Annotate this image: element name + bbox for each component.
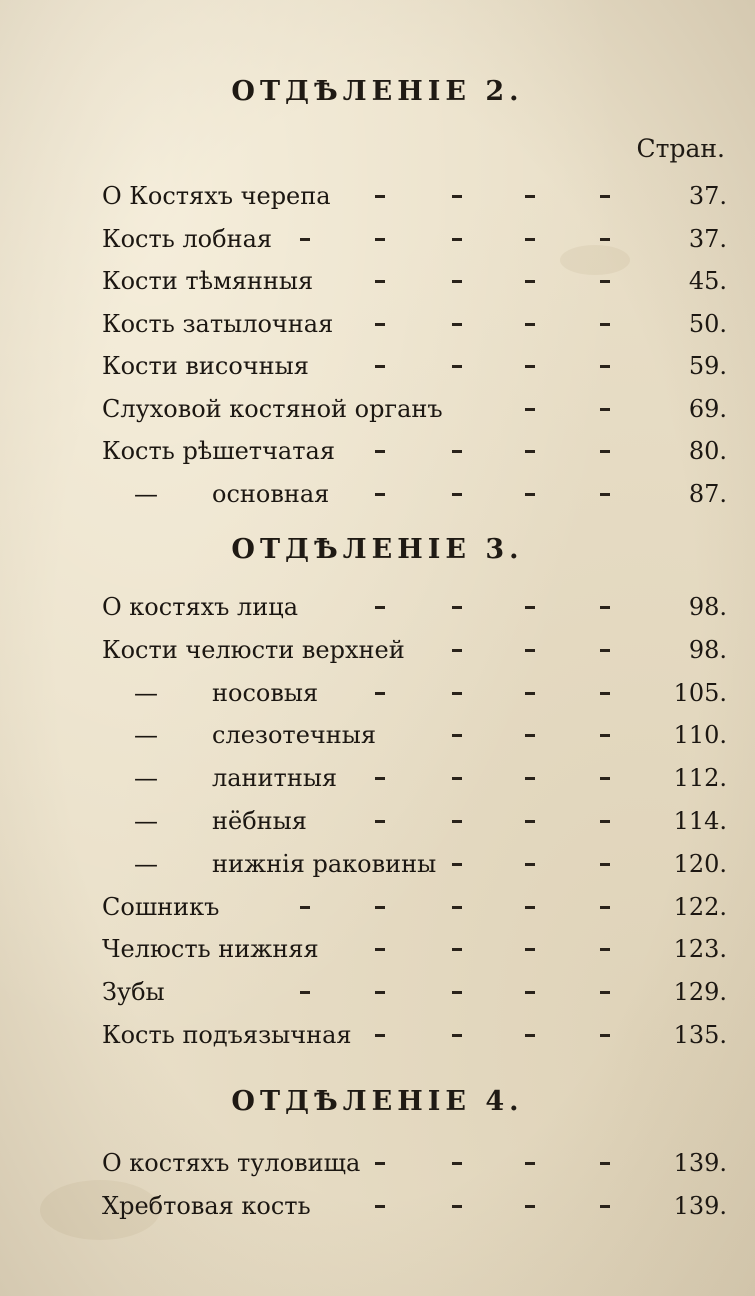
leader-dash: [600, 692, 610, 695]
page-column-header: Стран.: [636, 134, 725, 163]
leader-dash: [452, 777, 462, 780]
leader-dash: [600, 863, 610, 866]
leader-dash: [375, 280, 385, 283]
entry-dash: —: [134, 679, 158, 707]
leader-dash: [375, 238, 385, 241]
leader-dash: [525, 323, 535, 326]
entry-page-number: 50.: [688, 310, 727, 338]
entry-title: О костяхъ туловища: [102, 1149, 361, 1177]
leader-dash: [525, 820, 535, 823]
toc-entry: [0, 632, 755, 668]
entry-title: О Костяхъ черепа: [102, 182, 331, 210]
toc-entry: [0, 178, 755, 214]
entry-title: Сошникъ: [102, 893, 220, 921]
leader-dash: [525, 450, 535, 453]
entry-page-number: 105.: [673, 679, 727, 707]
leader-dash: [525, 1205, 535, 1208]
toc-entry: [0, 221, 755, 257]
entry-page-number: 114.: [673, 807, 727, 835]
entry-dash: —: [134, 850, 158, 878]
leader-dash: [600, 820, 610, 823]
leader-dash: [600, 1162, 610, 1165]
entry-page-number: 112.: [673, 764, 727, 792]
entry-page-number: 139.: [673, 1149, 727, 1177]
leader-dash: [600, 991, 610, 994]
leader-dash: [452, 365, 462, 368]
entry-page-number: 37.: [688, 182, 727, 210]
leader-dash: [452, 1162, 462, 1165]
entry-dash: —: [134, 764, 158, 792]
leader-dash: [525, 606, 535, 609]
entry-page-number: 120.: [673, 850, 727, 878]
entry-title: ланитныя: [212, 764, 338, 792]
leader-dash: [600, 649, 610, 652]
entry-title: Зубы: [102, 978, 165, 1006]
entry-title: Кость подъязычная: [102, 1021, 352, 1049]
leader-dash: [452, 450, 462, 453]
leader-dash: [600, 1034, 610, 1037]
leader-dash: [452, 1034, 462, 1037]
entry-title: Челюсть нижняя: [102, 935, 319, 963]
leader-dash: [600, 450, 610, 453]
leader-dash: [375, 906, 385, 909]
entry-title: Кость затылочная: [102, 310, 334, 338]
leader-dash: [375, 450, 385, 453]
entry-page-number: 123.: [673, 935, 727, 963]
leader-dash: [452, 238, 462, 241]
entry-page-number: 98.: [688, 593, 727, 621]
leader-dash: [525, 906, 535, 909]
toc-entry: [0, 433, 755, 469]
leader-dash: [452, 820, 462, 823]
toc-entry: [0, 846, 755, 882]
toc-entry: [0, 1145, 755, 1181]
entry-page-number: 80.: [688, 437, 727, 465]
entry-dash: —: [134, 721, 158, 749]
entry-dash: —: [134, 807, 158, 835]
leader-dash: [600, 323, 610, 326]
leader-dash: [375, 991, 385, 994]
leader-dash: [525, 948, 535, 951]
leader-dash: [375, 777, 385, 780]
toc-entry: [0, 889, 755, 925]
entry-page-number: 87.: [688, 480, 727, 508]
entry-page-number: 110.: [673, 721, 727, 749]
leader-dash: [600, 280, 610, 283]
entry-title: Кости тѣмянныя: [102, 267, 314, 295]
leader-dash: [525, 365, 535, 368]
leader-dash: [375, 323, 385, 326]
leader-dash: [452, 863, 462, 866]
leader-dash: [452, 906, 462, 909]
leader-dash: [375, 692, 385, 695]
entry-title: О костяхъ лица: [102, 593, 299, 621]
leader-dash: [300, 991, 310, 994]
leader-dash: [525, 408, 535, 411]
leader-dash: [600, 408, 610, 411]
toc-entry: [0, 306, 755, 342]
leader-dash: [600, 734, 610, 737]
leader-dash: [600, 238, 610, 241]
leader-dash: [525, 1034, 535, 1037]
toc-entry: [0, 391, 755, 427]
leader-dash: [525, 195, 535, 198]
entry-title: слезотечныя: [212, 721, 377, 749]
toc-entry: [0, 803, 755, 839]
leader-dash: [452, 649, 462, 652]
toc-entry: [0, 931, 755, 967]
leader-dash: [600, 1205, 610, 1208]
leader-dash: [525, 280, 535, 283]
leader-dash: [600, 906, 610, 909]
toc-entry: [0, 1017, 755, 1053]
entry-title: носовыя: [212, 679, 319, 707]
entry-title: Хребтовая кость: [102, 1192, 311, 1220]
leader-dash: [375, 1162, 385, 1165]
leader-dash: [375, 1034, 385, 1037]
entry-page-number: 129.: [673, 978, 727, 1006]
leader-dash: [600, 365, 610, 368]
section-heading: ОТДѢЛЕНІЕ 4.: [231, 1086, 524, 1117]
toc-entry: [0, 589, 755, 625]
section-heading: ОТДѢЛЕНІЕ 2.: [231, 76, 524, 107]
leader-dash: [525, 863, 535, 866]
entry-title: Кость лобная: [102, 225, 273, 253]
entry-page-number: 69.: [688, 395, 727, 423]
leader-dash: [300, 238, 310, 241]
toc-entry: [0, 974, 755, 1010]
entry-title: Кости височныя: [102, 352, 309, 380]
leader-dash: [525, 238, 535, 241]
toc-entry: [0, 1188, 755, 1224]
leader-dash: [375, 948, 385, 951]
entry-title: нёбныя: [212, 807, 307, 835]
entry-page-number: 135.: [673, 1021, 727, 1049]
toc-entry: [0, 675, 755, 711]
entry-page-number: 122.: [673, 893, 727, 921]
leader-dash: [525, 734, 535, 737]
entry-title: нижнія раковины: [212, 850, 437, 878]
entry-page-number: 139.: [673, 1192, 727, 1220]
entry-page-number: 37.: [688, 225, 727, 253]
leader-dash: [600, 493, 610, 496]
leader-dash: [452, 692, 462, 695]
toc-entry: [0, 476, 755, 512]
leader-dash: [600, 948, 610, 951]
leader-dash: [375, 820, 385, 823]
leader-dash: [600, 195, 610, 198]
toc-entry: [0, 263, 755, 299]
leader-dash: [375, 195, 385, 198]
leader-dash: [525, 649, 535, 652]
leader-dash: [452, 991, 462, 994]
leader-dash: [452, 323, 462, 326]
leader-dash: [375, 606, 385, 609]
leader-dash: [300, 906, 310, 909]
leader-dash: [525, 1162, 535, 1165]
toc-entry: [0, 717, 755, 753]
toc-entry: [0, 760, 755, 796]
leader-dash: [452, 606, 462, 609]
leader-dash: [452, 195, 462, 198]
leader-dash: [525, 991, 535, 994]
leader-dash: [600, 606, 610, 609]
leader-dash: [525, 493, 535, 496]
entry-page-number: 98.: [688, 636, 727, 664]
entry-title: Кость рѣшетчатая: [102, 437, 335, 465]
leader-dash: [452, 734, 462, 737]
leader-dash: [452, 493, 462, 496]
leader-dash: [600, 777, 610, 780]
entry-title: основная: [212, 480, 330, 508]
entry-page-number: 45.: [688, 267, 727, 295]
leader-dash: [525, 777, 535, 780]
leader-dash: [452, 280, 462, 283]
leader-dash: [375, 493, 385, 496]
leader-dash: [525, 692, 535, 695]
leader-dash: [375, 365, 385, 368]
leader-dash: [452, 1205, 462, 1208]
toc-entry: [0, 348, 755, 384]
entry-title: Кости челюсти верхней: [102, 636, 405, 664]
entry-dash: —: [134, 480, 158, 508]
entry-page-number: 59.: [688, 352, 727, 380]
leader-dash: [375, 1205, 385, 1208]
entry-title: Слуховой костяной органъ: [102, 395, 443, 423]
section-heading: ОТДѢЛЕНІЕ 3.: [231, 534, 524, 565]
leader-dash: [452, 948, 462, 951]
